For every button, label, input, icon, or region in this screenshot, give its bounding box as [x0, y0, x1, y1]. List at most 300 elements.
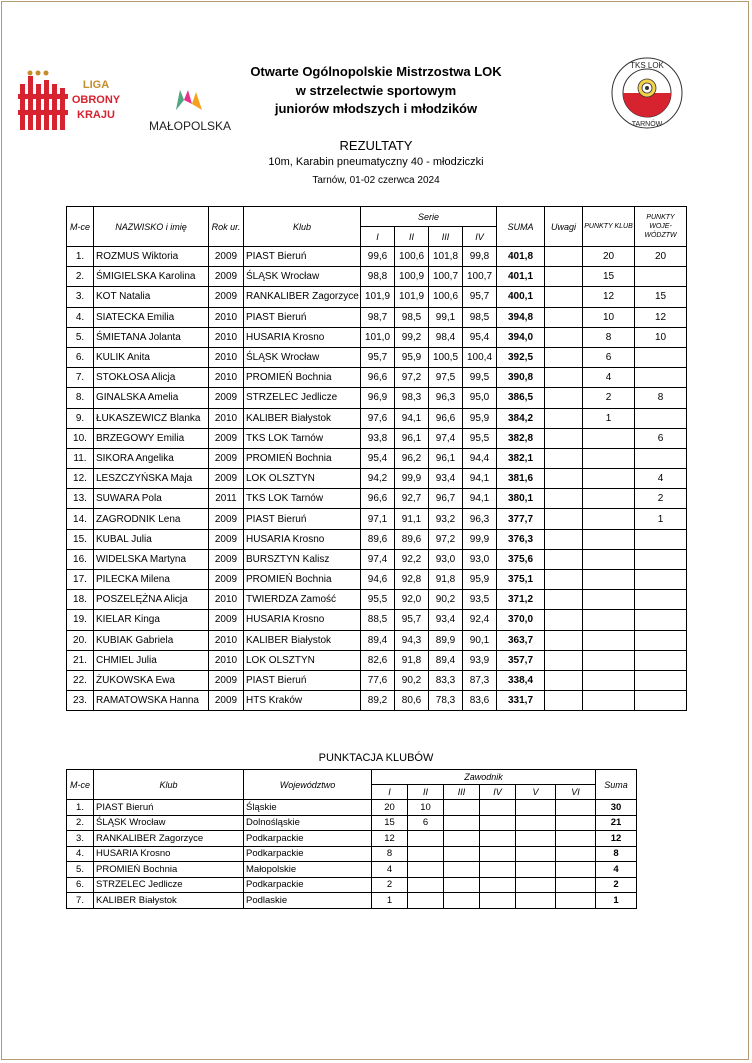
cell-sum: 357,7: [497, 650, 545, 670]
cell-s4: 95,9: [463, 408, 497, 428]
club-col-z5: V: [516, 785, 556, 800]
table-row: [67, 368, 687, 388]
cell-pk: [583, 610, 635, 630]
club-cell-voiv: Podkarpackie: [244, 846, 372, 862]
cell-notes: [545, 691, 583, 711]
cell-sum: 363,7: [497, 630, 545, 650]
cell-name: PILECKA Milena: [94, 570, 209, 590]
col-serie-4: IV: [463, 227, 497, 247]
cell-pw: [635, 670, 687, 690]
cell-s4: 95,7: [463, 287, 497, 307]
cell-s3: 93,0: [429, 549, 463, 569]
cell-s3: 89,4: [429, 650, 463, 670]
cell-pk: [583, 469, 635, 489]
col-serie-1: I: [361, 227, 395, 247]
cell-s4: 95,4: [463, 327, 497, 347]
cell-s2: 94,3: [395, 630, 429, 650]
table-row: [67, 347, 687, 367]
cell-sum: 375,6: [497, 549, 545, 569]
cell-s3: 97,5: [429, 368, 463, 388]
cell-s1: 96,6: [361, 368, 395, 388]
cell-s2: 99,9: [395, 469, 429, 489]
cell-notes: [545, 590, 583, 610]
cell-pw: [635, 650, 687, 670]
club-cell-z2: [408, 893, 444, 909]
cell-s4: 96,3: [463, 509, 497, 529]
table-row: [67, 630, 687, 650]
cell-year: 2010: [209, 347, 244, 367]
club-cell-z3: [444, 815, 480, 831]
cell-s1: 97,1: [361, 509, 395, 529]
cell-place: 19.: [67, 610, 94, 630]
cell-sum: 370,0: [497, 610, 545, 630]
cell-sum: 401,1: [497, 267, 545, 287]
cell-pk: [583, 448, 635, 468]
club-cell-z2: [408, 831, 444, 847]
cell-name: ZAGRODNIK Lena: [94, 509, 209, 529]
cell-pk: [583, 529, 635, 549]
cell-s2: 95,9: [395, 347, 429, 367]
club-cell-club: PIAST Bieruń: [94, 800, 244, 816]
club-cell-sum: 4: [596, 862, 637, 878]
cell-sum: 394,8: [497, 307, 545, 327]
cell-sum: 377,7: [497, 509, 545, 529]
cell-s2: 96,1: [395, 428, 429, 448]
col-year: Rok ur.: [209, 207, 244, 247]
cell-place: 17.: [67, 570, 94, 590]
cell-s4: 99,9: [463, 529, 497, 549]
tks-logo-top: TKS LOK: [630, 61, 664, 70]
club-row: [67, 893, 637, 909]
cell-sum: 390,8: [497, 368, 545, 388]
club-cell-club: RANKALIBER Zagorzyce: [94, 831, 244, 847]
cell-pk: [583, 630, 635, 650]
cell-name: ŚMIGIELSKA Karolina: [94, 267, 209, 287]
cell-name: ŻUKOWSKA Ewa: [94, 670, 209, 690]
club-cell-club: PROMIEŃ Bochnia: [94, 862, 244, 878]
cell-name: BRZEGOWY Emilia: [94, 428, 209, 448]
cell-s2: 97,2: [395, 368, 429, 388]
cell-year: 2009: [209, 247, 244, 267]
cell-s4: 93,5: [463, 590, 497, 610]
club-cell-place: 5.: [67, 862, 94, 878]
cell-s2: 99,2: [395, 327, 429, 347]
club-col-club: Klub: [94, 770, 244, 800]
club-ranking-title: PUNKTACJA KLUBÓW: [318, 752, 434, 764]
cell-s4: 94,4: [463, 448, 497, 468]
cell-year: 2009: [209, 428, 244, 448]
cell-year: 2010: [209, 650, 244, 670]
club-row: [67, 800, 637, 816]
club-cell-club: ŚLĄSK Wrocław: [94, 815, 244, 831]
cell-s1: 82,6: [361, 650, 395, 670]
club-col-sum: Suma: [596, 770, 637, 800]
cell-name: ŚMIETANA Jolanta: [94, 327, 209, 347]
table-row: [67, 570, 687, 590]
club-cell-z1: 15: [372, 815, 408, 831]
cell-notes: [545, 469, 583, 489]
cell-s3: 93,4: [429, 469, 463, 489]
cell-s2: 92,8: [395, 570, 429, 590]
cell-year: 2010: [209, 408, 244, 428]
col-points-club: PUNKTY KLUB: [583, 207, 635, 247]
club-cell-z5: [516, 831, 556, 847]
col-notes: Uwagi: [545, 207, 583, 247]
cell-s2: 92,7: [395, 489, 429, 509]
cell-s4: 98,5: [463, 307, 497, 327]
cell-pk: [583, 549, 635, 569]
cell-pk: 10: [583, 307, 635, 327]
cell-pw: 1: [635, 509, 687, 529]
lok-logo-line1: LIGA: [82, 79, 110, 91]
cell-s2: 91,1: [395, 509, 429, 529]
cell-notes: [545, 630, 583, 650]
club-col-place: M-ce: [67, 770, 94, 800]
cell-pw: 2: [635, 489, 687, 509]
cell-s2: 95,7: [395, 610, 429, 630]
cell-notes: [545, 650, 583, 670]
cell-pw: [635, 590, 687, 610]
club-cell-z4: [480, 893, 516, 909]
club-cell-place: 2.: [67, 815, 94, 831]
cell-s2: 91,8: [395, 650, 429, 670]
col-place: M-ce: [67, 207, 94, 247]
cell-name: WIDELSKA Martyna: [94, 549, 209, 569]
club-cell-sum: 30: [596, 800, 637, 816]
table-row: [67, 307, 687, 327]
cell-s3: 100,6: [429, 287, 463, 307]
cell-s1: 97,6: [361, 408, 395, 428]
cell-s4: 99,8: [463, 247, 497, 267]
club-cell-z5: [516, 815, 556, 831]
cell-sum: 384,2: [497, 408, 545, 428]
cell-s2: 98,3: [395, 388, 429, 408]
cell-s1: 77,6: [361, 670, 395, 690]
club-cell-voiv: Śląskie: [244, 800, 372, 816]
cell-club: KALIBER Białystok: [244, 408, 361, 428]
cell-year: 2009: [209, 670, 244, 690]
cell-s4: 94,1: [463, 489, 497, 509]
cell-name: SIATECKA Emilia: [94, 307, 209, 327]
cell-pw: [635, 610, 687, 630]
club-cell-z4: [480, 815, 516, 831]
cell-s4: 100,4: [463, 347, 497, 367]
club-cell-z2: [408, 877, 444, 893]
club-cell-voiv: Dolnośląskie: [244, 815, 372, 831]
lok-logo-line2: OBRONY: [71, 94, 121, 106]
club-cell-z3: [444, 846, 480, 862]
club-cell-z1: 8: [372, 846, 408, 862]
club-col-z6: VI: [556, 785, 596, 800]
cell-pw: [635, 630, 687, 650]
results-heading: REZULTATY: [339, 138, 413, 153]
club-cell-sum: 21: [596, 815, 637, 831]
cell-notes: [545, 408, 583, 428]
cell-s1: 95,5: [361, 590, 395, 610]
cell-club: LOK OLSZTYN: [244, 469, 361, 489]
cell-s1: 89,6: [361, 529, 395, 549]
cell-notes: [545, 327, 583, 347]
club-cell-z2: 10: [408, 800, 444, 816]
cell-s4: 95,5: [463, 428, 497, 448]
cell-s4: 87,3: [463, 670, 497, 690]
cell-s1: 93,8: [361, 428, 395, 448]
club-cell-club: HUSARIA Krosno: [94, 846, 244, 862]
table-row: [67, 489, 687, 509]
cell-s1: 97,4: [361, 549, 395, 569]
cell-name: LESZCZYŃSKA Maja: [94, 469, 209, 489]
cell-place: 13.: [67, 489, 94, 509]
cell-s1: 94,6: [361, 570, 395, 590]
cell-s2: 80,6: [395, 691, 429, 711]
cell-pw: [635, 347, 687, 367]
cell-place: 21.: [67, 650, 94, 670]
club-cell-z5: [516, 877, 556, 893]
cell-notes: [545, 570, 583, 590]
col-serie-3: III: [429, 227, 463, 247]
cell-name: SIKORA Angelika: [94, 448, 209, 468]
cell-s2: 94,1: [395, 408, 429, 428]
cell-s3: 96,6: [429, 408, 463, 428]
cell-sum: 400,1: [497, 287, 545, 307]
col-serie: Serie: [361, 207, 497, 227]
cell-club: ŚLĄSK Wrocław: [244, 347, 361, 367]
cell-pw: [635, 267, 687, 287]
cell-place: 8.: [67, 388, 94, 408]
cell-place: 11.: [67, 448, 94, 468]
cell-place: 5.: [67, 327, 94, 347]
cell-notes: [545, 670, 583, 690]
cell-s3: 93,2: [429, 509, 463, 529]
club-cell-z1: 2: [372, 877, 408, 893]
cell-s3: 93,4: [429, 610, 463, 630]
cell-s2: 92,0: [395, 590, 429, 610]
cell-year: 2009: [209, 267, 244, 287]
cell-place: 1.: [67, 247, 94, 267]
cell-pk: [583, 650, 635, 670]
cell-year: 2010: [209, 327, 244, 347]
cell-s3: 90,2: [429, 590, 463, 610]
cell-club: PROMIEŃ Bochnia: [244, 570, 361, 590]
cell-year: 2009: [209, 509, 244, 529]
cell-s3: 99,1: [429, 307, 463, 327]
club-cell-voiv: Podkarpackie: [244, 831, 372, 847]
club-col-voivodeship: Województwo: [244, 770, 372, 800]
club-cell-z4: [480, 800, 516, 816]
cell-pk: [583, 670, 635, 690]
cell-notes: [545, 287, 583, 307]
cell-year: 2009: [209, 610, 244, 630]
club-col-z4: IV: [480, 785, 516, 800]
cell-s4: 94,1: [463, 469, 497, 489]
cell-s3: 96,7: [429, 489, 463, 509]
club-cell-z2: [408, 846, 444, 862]
cell-place: 7.: [67, 368, 94, 388]
lok-logo: [18, 70, 126, 132]
cell-place: 15.: [67, 529, 94, 549]
club-cell-sum: 8: [596, 846, 637, 862]
cell-s3: 97,4: [429, 428, 463, 448]
table-row: [67, 388, 687, 408]
cell-club: HTS Kraków: [244, 691, 361, 711]
title-line3: juniorów młodszych i młodzików: [274, 101, 478, 116]
club-cell-z5: [516, 893, 556, 909]
cell-s2: 89,6: [395, 529, 429, 549]
club-cell-z1: 4: [372, 862, 408, 878]
club-cell-place: 7.: [67, 893, 94, 909]
cell-notes: [545, 347, 583, 367]
cell-s3: 98,4: [429, 327, 463, 347]
cell-pk: [583, 489, 635, 509]
club-col-shooter: Zawodnik: [372, 770, 596, 785]
cell-s2: 100,9: [395, 267, 429, 287]
club-row: [67, 831, 637, 847]
cell-notes: [545, 388, 583, 408]
cell-sum: 331,7: [497, 691, 545, 711]
table-row: [67, 691, 687, 711]
cell-club: TWIERDZA Zamość: [244, 590, 361, 610]
cell-s3: 100,7: [429, 267, 463, 287]
cell-club: ŚLĄSK Wrocław: [244, 267, 361, 287]
cell-s2: 101,9: [395, 287, 429, 307]
club-cell-club: KALIBER Białystok: [94, 893, 244, 909]
cell-s4: 93,9: [463, 650, 497, 670]
club-cell-z6: [556, 815, 596, 831]
club-cell-z3: [444, 800, 480, 816]
club-cell-z6: [556, 800, 596, 816]
cell-sum: 382,8: [497, 428, 545, 448]
club-cell-z6: [556, 877, 596, 893]
club-cell-z1: 1: [372, 893, 408, 909]
cell-notes: [545, 368, 583, 388]
club-cell-z4: [480, 862, 516, 878]
cell-s2: 98,5: [395, 307, 429, 327]
club-cell-voiv: Podkarpackie: [244, 877, 372, 893]
cell-pw: 12: [635, 307, 687, 327]
cell-name: CHMIEL Julia: [94, 650, 209, 670]
cell-sum: 375,1: [497, 570, 545, 590]
cell-club: LOK OLSZTYN: [244, 650, 361, 670]
cell-club: TKS LOK Tarnów: [244, 428, 361, 448]
cell-s1: 101,9: [361, 287, 395, 307]
cell-name: RAMATOWSKA Hanna: [94, 691, 209, 711]
cell-notes: [545, 549, 583, 569]
cell-year: 2009: [209, 529, 244, 549]
cell-name: KUBAL Julia: [94, 529, 209, 549]
cell-s3: 83,3: [429, 670, 463, 690]
table-row: [67, 590, 687, 610]
cell-sum: 371,2: [497, 590, 545, 610]
cell-place: 12.: [67, 469, 94, 489]
cell-year: 2009: [209, 691, 244, 711]
club-cell-z5: [516, 862, 556, 878]
cell-pk: [583, 590, 635, 610]
club-cell-place: 4.: [67, 846, 94, 862]
col-points-voivodeship: PUNKTY WOJE-WÓDZTW: [635, 207, 687, 247]
cell-place: 10.: [67, 428, 94, 448]
cell-name: ROZMUS Wiktoria: [94, 247, 209, 267]
cell-place: 22.: [67, 670, 94, 690]
cell-year: 2010: [209, 307, 244, 327]
cell-pw: [635, 691, 687, 711]
cell-name: GINALSKA Amelia: [94, 388, 209, 408]
table-row: [67, 448, 687, 468]
cell-s1: 94,2: [361, 469, 395, 489]
cell-pk: [583, 428, 635, 448]
cell-notes: [545, 307, 583, 327]
club-cell-voiv: Małopolskie: [244, 862, 372, 878]
cell-s1: 88,5: [361, 610, 395, 630]
cell-club: STRZELEC Jedlicze: [244, 388, 361, 408]
club-cell-z3: [444, 877, 480, 893]
cell-pk: [583, 691, 635, 711]
cell-year: 2010: [209, 590, 244, 610]
table-row: [67, 529, 687, 549]
club-cell-z3: [444, 862, 480, 878]
cell-pk: 12: [583, 287, 635, 307]
col-club: Klub: [244, 207, 361, 247]
cell-s4: 92,4: [463, 610, 497, 630]
club-row: [67, 815, 637, 831]
club-cell-z2: 6: [408, 815, 444, 831]
cell-club: TKS LOK Tarnów: [244, 489, 361, 509]
cell-name: KIELAR Kinga: [94, 610, 209, 630]
cell-s1: 101,0: [361, 327, 395, 347]
cell-s4: 95,0: [463, 388, 497, 408]
club-cell-z4: [480, 877, 516, 893]
cell-s3: 96,1: [429, 448, 463, 468]
malopolska-logo: [140, 86, 240, 136]
cell-name: POSZELĘŻNA Alicja: [94, 590, 209, 610]
club-col-z3: III: [444, 785, 480, 800]
cell-sum: 380,1: [497, 489, 545, 509]
results-table: [66, 206, 687, 711]
col-name: NAZWISKO i imię: [94, 207, 209, 247]
cell-s3: 89,9: [429, 630, 463, 650]
club-cell-z6: [556, 831, 596, 847]
cell-name: SUWARA Pola: [94, 489, 209, 509]
tks-logo-bottom: TARNÓW: [631, 121, 663, 128]
cell-club: BURSZTYN Kalisz: [244, 549, 361, 569]
cell-club: PROMIEŃ Bochnia: [244, 368, 361, 388]
title-line1: Otwarte Ogólnopolskie Mistrzostwa LOK: [250, 64, 502, 79]
club-row: [67, 846, 637, 862]
club-cell-z6: [556, 893, 596, 909]
cell-place: 20.: [67, 630, 94, 650]
cell-place: 14.: [67, 509, 94, 529]
tks-lok-tarnow-logo: [610, 56, 684, 130]
table-row: [67, 469, 687, 489]
cell-year: 2009: [209, 570, 244, 590]
cell-club: PIAST Bieruń: [244, 247, 361, 267]
cell-pk: 1: [583, 408, 635, 428]
cell-s1: 95,4: [361, 448, 395, 468]
club-cell-sum: 2: [596, 877, 637, 893]
cell-year: 2009: [209, 549, 244, 569]
cell-pk: [583, 509, 635, 529]
table-row: [67, 267, 687, 287]
club-row: [67, 862, 637, 878]
cell-pk: 15: [583, 267, 635, 287]
table-row: [67, 428, 687, 448]
col-serie-2: II: [395, 227, 429, 247]
cell-year: 2009: [209, 287, 244, 307]
page-title: [240, 63, 512, 119]
cell-club: HUSARIA Krosno: [244, 327, 361, 347]
cell-pw: [635, 368, 687, 388]
place-date: Tarnów, 01-02 czerwca 2024: [312, 175, 440, 186]
cell-notes: [545, 610, 583, 630]
